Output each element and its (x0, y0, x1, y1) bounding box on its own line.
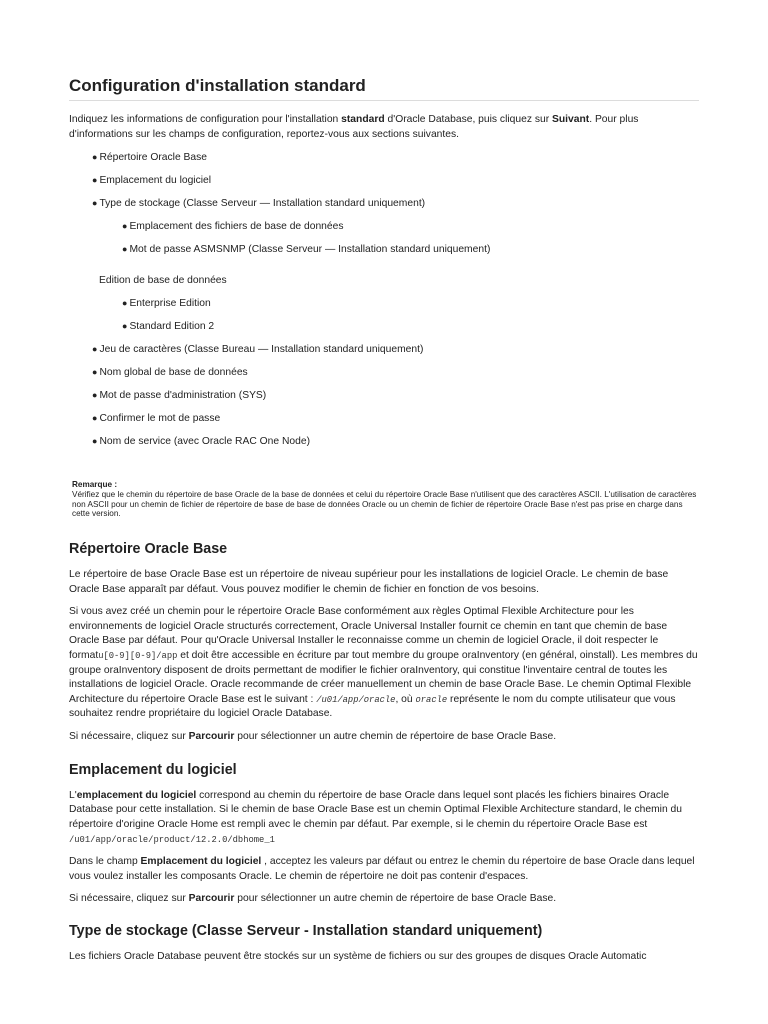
paragraph: Les fichiers Oracle Database peuvent être stockés sur un système de fichiers ou sur des groupes de disques Oracle Automatic (69, 950, 647, 962)
list-item[interactable]: ● Répertoire Oracle Base (92, 152, 208, 164)
list-item[interactable]: ● Confirmer le mot de passe (92, 413, 221, 425)
paragraph: Le répertoire de base Oracle Base est un répertoire de niveau supérieur pour les installations de logiciel Oracle. Le chemin de base Oracle Base apparaît par défaut. Vous pouvez modifier le chemin de fichier en fonction de vos besoins. (69, 569, 669, 595)
list-item[interactable]: ● Jeu de caractères (Classe Bureau — Installation standard uniquement) (92, 344, 424, 356)
list-item[interactable]: ● Emplacement des fichiers de base de données (122, 221, 344, 233)
list-item[interactable]: ● Type de stockage (Classe Serveur — Installation standard uniquement) (92, 198, 426, 210)
list-item[interactable]: ● Standard Edition 2 (122, 321, 215, 333)
note-title: Remarque : (72, 480, 118, 490)
list-item[interactable]: ● Nom de service (avec Oracle RAC One Node) (92, 436, 311, 448)
paragraph: Dans le champ Emplacement du logiciel , acceptez les valeurs par défaut ou entrez le chemin du répertoire de base Oracle dans lequel vous voulez installer les composants Oracle. Le chemin de répertoire ne doit pas contenir d'espaces. (69, 856, 695, 882)
list-item[interactable]: ● Enterprise Edition (122, 298, 211, 310)
section-heading-storage-type: Type de stockage (Classe Serveur - Installation standard uniquement) (69, 922, 543, 939)
list-item[interactable]: ● Emplacement du logiciel (92, 175, 212, 187)
intro-paragraph: Indiquez les informations de configuration pour l'installation standard d'Oracle Database, puis cliquez sur Suivant. Pour plus d'informations sur les champs de configuration, reportez-vous aux sections suivantes. (69, 114, 639, 140)
paragraph: /u01/app/oracle/product/12.2.0/dbhome_1 (69, 834, 275, 845)
section-heading-software-location: Emplacement du logiciel (69, 761, 237, 778)
paragraph: L'emplacement du logiciel correspond au chemin du répertoire de base Oracle dans lequel sont placés les fichiers binaires Oracle Database pour cette installation. Si le chemin de base Oracle Base est un chemin Optimal Flexible Architecture standard, le chemin du répertoire d'origine Oracle Home est rempli avec le chemin par défaut. Par exemple, si le chemin du répertoire Oracle Base est (69, 789, 682, 830)
paragraph: Si nécessaire, cliquez sur Parcourir pour sélectionner un autre chemin de répertoire de base Oracle Base. (69, 893, 557, 905)
list-item[interactable]: ● Nom global de base de données (92, 367, 248, 379)
config-sections-list (69, 150, 699, 449)
note-box (72, 480, 697, 519)
list-item[interactable]: ● Mot de passe d'administration (SYS) (92, 390, 267, 402)
section-heading-oracle-base: Répertoire Oracle Base (69, 541, 228, 557)
list-item-label: Edition de base de données (99, 275, 227, 287)
list-item[interactable]: ● Mot de passe ASMSNMP (Classe Serveur — Installation standard uniquement) (122, 244, 491, 256)
page-title: Configuration d'installation standard (69, 76, 699, 101)
paragraph: Si nécessaire, cliquez sur Parcourir pour sélectionner un autre chemin de répertoire de base Oracle Base. (69, 730, 557, 742)
document-content (69, 76, 699, 965)
paragraph: Si vous avez créé un chemin pour le répertoire Oracle Base conformément aux règles Optimal Flexible Architecture pour les environnements de logiciel Oracle structurés correctement, Oracle Universal Installer fournit ce chemin en tant que chemin de base Oracle Base par défaut. Pour qu'Oracle Universal Installer le reconnaisse comme un chemin de logiciel Oracle, il doit respecter le formatu[0-9][0-9]/app et doit être accessible en écriture par tout membre du groupe oraInventory (en général, oinstall). Les membres du groupe oraInventory disposent de droits permettant de modifier le fichier oraInventory, qui constitue l'inventaire central de toutes les installations de logiciel Oracle. Oracle recommande de créer manuellement un chemin de base Oracle Base. Le chemin Optimal Flexible Architecture du répertoire Oracle Base est le suivant : /u01/app/oracle, où oracle représente le nom du compte utilisateur que vous souhaitez rendre propriétaire du logiciel Oracle Database. (69, 606, 698, 720)
note-text: Vérifiez que le chemin du répertoire de base Oracle de la base de données et celui du répertoire Oracle Base n'utilisent que des caractères ASCII. L'utilisation de caractères non ASCII pour un chemin de fichier de répertoire de base de base de données Oracle ou un chemin de fichier de répertoire Oracle Base n'est pas prise en charge dans cette version. (72, 489, 697, 519)
